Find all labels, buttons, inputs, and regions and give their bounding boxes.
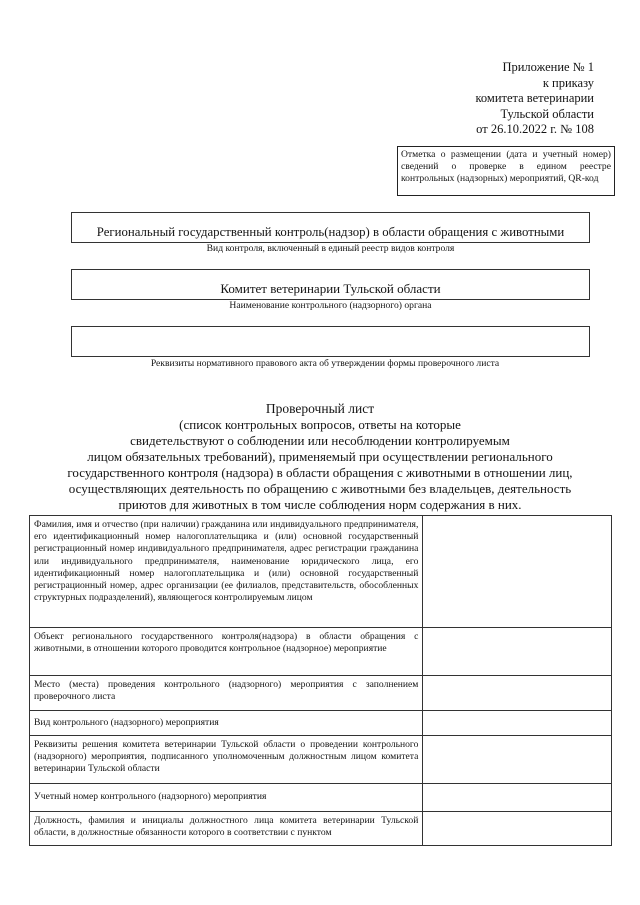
authority-value: Комитет ветеринарии Тульской области: [220, 281, 441, 296]
row-value-field[interactable]: [423, 676, 612, 711]
registry-placement-note: Отметка о размещении (дата и учетный номер) сведений о проверке в едином реестре контрольных (надзорных) мероприятий, QR-код: [397, 146, 615, 196]
row-value-field[interactable]: [423, 736, 612, 784]
table-row: [30, 676, 612, 711]
table-row: [30, 812, 612, 846]
table-row: [30, 784, 612, 812]
row-value-field[interactable]: [423, 784, 612, 812]
control-type-field: [71, 212, 590, 243]
inspection-info-table: [29, 515, 612, 846]
requisites-caption: Реквизиты нормативного правового акта об утверждении формы проверочного листа: [150, 358, 500, 369]
authority-caption: Наименование контрольного (надзорного) органа: [229, 300, 432, 311]
table-row: [30, 711, 612, 736]
requisites-field: [71, 326, 590, 357]
checklist-title: [30, 400, 610, 513]
row-value-field[interactable]: [423, 711, 612, 736]
checklist-title-line: лицом обязательных требований), применяемый при осуществлении регионального: [87, 449, 553, 464]
checklist-title-line: государственного контроля (надзора) в области обращения с животными в отношении лиц,: [67, 465, 573, 480]
row-label: Учетный номер контрольного (надзорного) мероприятия: [30, 784, 423, 812]
checklist-title-line: осуществляющих деятельность по обращению с животными без владельцев, деятельность: [68, 481, 572, 496]
authority-field: [71, 269, 590, 300]
table-row: [30, 628, 612, 676]
appendix-header: [374, 60, 594, 138]
control-type-caption: Вид контроля, включенный в единый реестр видов контроля: [206, 243, 455, 254]
row-label: Реквизиты решения комитета ветеринарии Тульской области о проведении контрольного (надзорного) мероприятия, подписанного уполномоченным должностным лицом комитета ветеринарии Тульской области: [30, 736, 423, 784]
checklist-heading: Проверочный лист: [265, 401, 375, 416]
checklist-title-line: свидетельствуют о соблюдении или несоблюдении контролируемым: [130, 433, 510, 448]
row-value-field[interactable]: [423, 628, 612, 676]
row-value-field[interactable]: [423, 516, 612, 628]
appendix-line: к приказу: [542, 75, 594, 90]
row-label: Фамилия, имя и отчество (при наличии) гражданина или индивидуального предпринимателя, его идентификационный номер налогоплательщика и (или) основной государственный регистрационный номер индивидуального предпринимателя, адрес регистрации гражданина или индивидуального предпринимателя, наименование юридического лица, его идентификационный номер налогоплательщика и (или) основной государственный регистрационный номер, адрес организации (ее филиалов, представительств, обособленных структурных подразделений), являющегося контролируемым лицом: [30, 516, 423, 628]
checklist-title-line: (список контрольных вопросов, ответы на которые: [179, 417, 461, 432]
row-label: Объект регионального государственного контроля(надзора) в области обращения с животными, в отношении которого проводится контрольное (надзорное) мероприятие: [30, 628, 423, 676]
row-label: Вид контрольного (надзорного) мероприятия: [30, 711, 423, 736]
appendix-line: от 26.10.2022 г. № 108: [476, 122, 594, 136]
table-row: [30, 516, 612, 628]
table-row: [30, 736, 612, 784]
control-type-value: Региональный государственный контроль(надзор) в области обращения с животными: [96, 225, 565, 239]
appendix-line: комитета ветеринарии: [475, 91, 594, 105]
row-value-field[interactable]: [423, 812, 612, 846]
checklist-title-line: приютов для животных в том числе соблюдения норм содержания в них.: [118, 497, 522, 512]
row-label: Должность, фамилия и инициалы должностного лица комитета ветеринарии Тульской области, в должностные обязанности которого в соответствии с пунктом: [30, 812, 423, 846]
appendix-line: Тульской области: [500, 106, 594, 121]
row-label: Место (места) проведения контрольного (надзорного) мероприятия с заполнением проверочного листа: [30, 676, 423, 711]
appendix-line: Приложение № 1: [502, 60, 594, 74]
